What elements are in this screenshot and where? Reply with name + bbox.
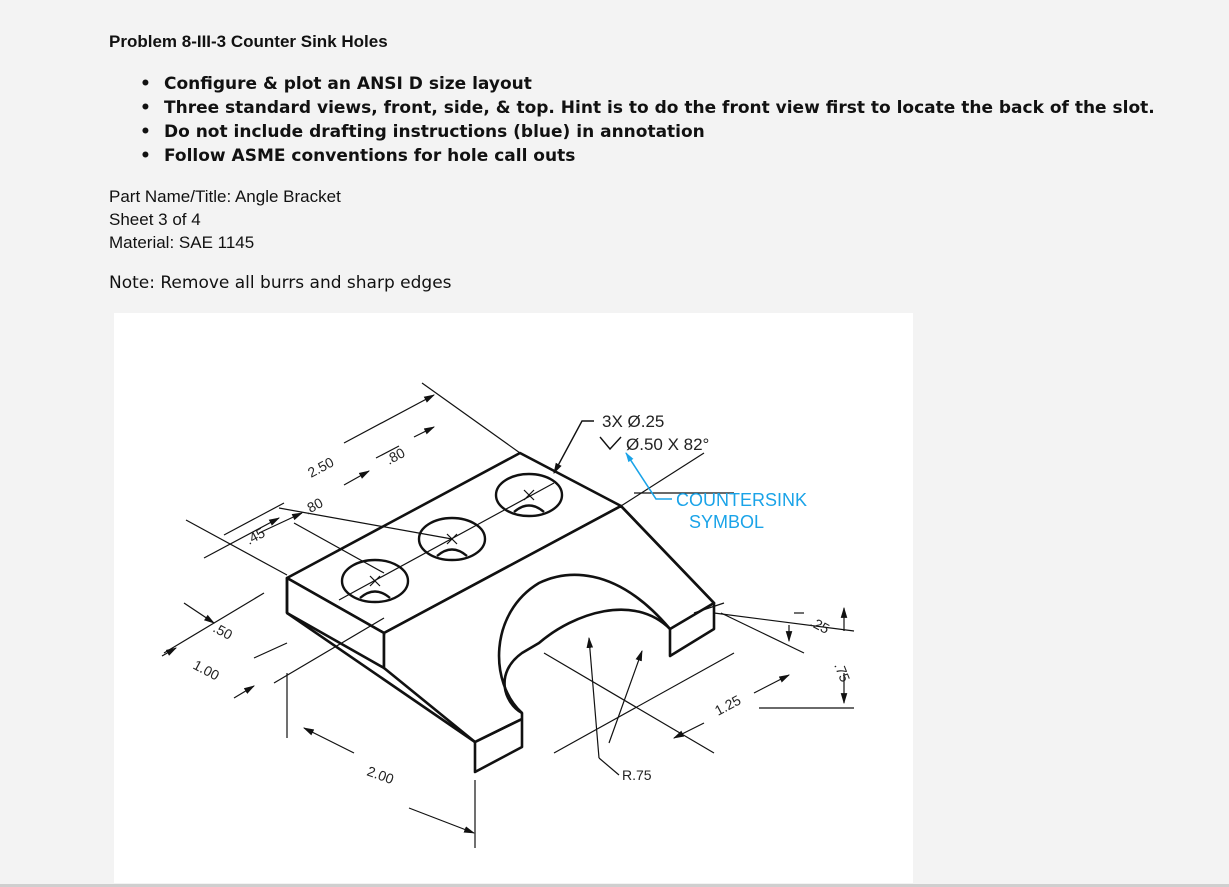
dim-1-25: 1.25 bbox=[711, 691, 744, 719]
dim-80: .80 bbox=[382, 444, 408, 468]
dim-2-00: 2.00 bbox=[364, 762, 397, 788]
dim-45: .45 bbox=[242, 524, 268, 548]
part-name: Part Name/Title: Angle Bracket bbox=[109, 187, 341, 206]
countersink-callout: Ø.50 X 82° bbox=[626, 435, 710, 454]
part-outline bbox=[287, 453, 714, 772]
dim-1-00: 1.00 bbox=[190, 656, 223, 684]
dim-80: .80 bbox=[300, 494, 326, 518]
instruction-list bbox=[140, 72, 1155, 168]
drawing-svg bbox=[114, 313, 913, 883]
instruction-item: • Configure & plot an ANSI D size layout bbox=[140, 72, 1155, 96]
material: Material: SAE 1145 bbox=[109, 233, 255, 252]
dim-2-50: 2.50 bbox=[304, 453, 337, 481]
countersink-leader bbox=[626, 453, 672, 499]
hole-count-callout: 3X Ø.25 bbox=[602, 412, 665, 431]
part-info bbox=[109, 185, 341, 254]
callout-leader bbox=[554, 421, 594, 473]
dim-25: .25 bbox=[807, 613, 833, 637]
dim-75: .75 bbox=[831, 660, 854, 685]
countersink-symbol-label: COUNTERSINK bbox=[676, 490, 808, 510]
dim-50: .50 bbox=[210, 619, 236, 643]
sheet-number: Sheet 3 of 4 bbox=[109, 210, 201, 229]
dim-r75: R.75 bbox=[622, 767, 652, 783]
instruction-item: • Do not include drafting instructions (blue) in annotation bbox=[140, 120, 1155, 144]
instruction-item: • Three standard views, front, side, & top. Hint is to do the front view first to locate the back of the slot. bbox=[140, 96, 1155, 120]
note-text: Note: Remove all burrs and sharp edges bbox=[109, 273, 452, 293]
isometric-drawing bbox=[114, 313, 913, 883]
instruction-item: • Follow ASME conventions for hole call outs bbox=[140, 144, 1155, 168]
countersink-symbol-label: SYMBOL bbox=[689, 512, 765, 532]
countersink-symbol bbox=[600, 437, 621, 449]
problem-title: Problem 8-III-3 Counter Sink Holes bbox=[109, 32, 388, 51]
